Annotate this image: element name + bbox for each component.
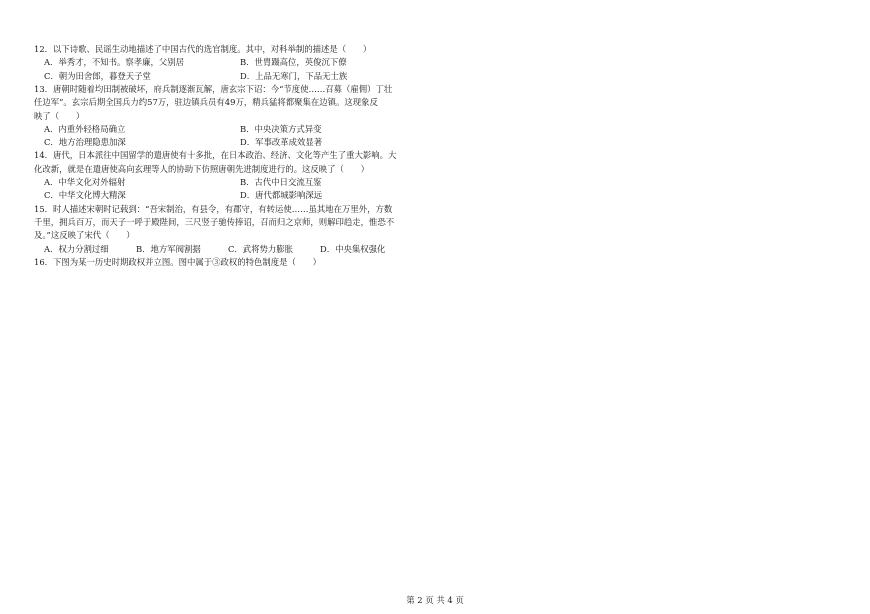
- line-segment: 及。”这反映了宋代（ ）: [34, 230, 135, 241]
- answer-option-line: [44, 177, 436, 188]
- line-segment: D．上品无寒门，下品无士族: [240, 70, 348, 81]
- line-segment: 13．唐朝时随着均田制被破坏，府兵制逐渐瓦解，唐玄宗下诏：今“节度使……召募（雇佣）丁壮: [34, 83, 393, 94]
- question-text-line: [34, 44, 371, 55]
- answer-option-line: [44, 124, 436, 135]
- answer-option-line: [44, 244, 412, 255]
- answer-option-line: [44, 57, 436, 68]
- question-text-line: [34, 84, 392, 95]
- line-segment: C．地方治理隐患加深: [44, 137, 126, 148]
- line-segment: A．中华文化对外辐射: [44, 177, 126, 187]
- line-segment: D．军事改革成效显著: [240, 137, 323, 148]
- line-segment: 化改新，就是在遣唐使高向玄理等人的协助下仿照唐朝先进制度进行的。这反映了（ ）: [34, 163, 369, 174]
- line-segment: 任边军”。玄宗后期全国兵力约57万，驻边镇兵员有49万，精兵猛将都聚集在边镇。这现象反: [34, 97, 378, 108]
- line-segment: C．武将势力膨胀: [228, 243, 294, 254]
- line-segment: A．内重外轻格局确立: [44, 123, 126, 134]
- question-text-line: [34, 97, 378, 108]
- line-segment: B．地方军阀割据: [136, 243, 201, 254]
- page-footer: 第 2 页 共 4 页: [406, 595, 464, 605]
- line-segment: A．权力分割过细: [44, 243, 109, 254]
- question-text-line: [34, 164, 369, 175]
- answer-option-line: [44, 190, 436, 201]
- line-segment: 16．下图为某一历史时期政权并立图。图中属于③政权的特色制度是（ ）: [34, 256, 322, 267]
- question-text-line: [34, 111, 84, 122]
- line-segment: B．中央决策方式异变: [240, 123, 322, 134]
- line-segment: 15．时人描述宋朝时记载到：“吾宋制治，有县令，有郡守，有转运使……虽其地在万里外，方数: [34, 203, 393, 214]
- question-text-line: [34, 204, 392, 215]
- line-segment: B．世胄蹑高位，英俊沉下僚: [240, 57, 347, 68]
- line-segment: B．古代中日交流互鉴: [240, 177, 322, 187]
- line-segment: C．中华文化博大精深: [44, 190, 126, 201]
- question-text-line: [34, 217, 394, 228]
- question-text-line: [34, 230, 135, 241]
- line-segment: 映了（ ）: [34, 110, 85, 121]
- answer-option-line: [44, 137, 436, 148]
- line-segment: C．朝为田舍郎，暮登天子堂: [44, 70, 151, 81]
- line-segment: 千里，拥兵百万，而天子一呼于殿陛间，三尺竖子驰传捧诏，召而归之京师，则解印趋走，惟恐不: [34, 216, 395, 227]
- answer-option-line: [44, 71, 436, 82]
- line-segment: A．举秀才，不知书。察孝廉，父别居: [44, 57, 185, 68]
- line-segment: D．唐代都城影响深远: [240, 190, 323, 201]
- line-segment: D．中央集权强化: [320, 243, 386, 254]
- line-segment: 12．以下诗歌、民谣生动地描述了中国古代的选官制度。其中，对科举制的描述是（ ）: [34, 44, 372, 54]
- line-segment: 14．唐代，日本派往中国留学的遣唐使有十多批，在日本政治、经济、文化等产生了重大影响。大: [34, 150, 397, 161]
- question-text-line: [34, 150, 396, 161]
- question-text-line: [34, 257, 321, 268]
